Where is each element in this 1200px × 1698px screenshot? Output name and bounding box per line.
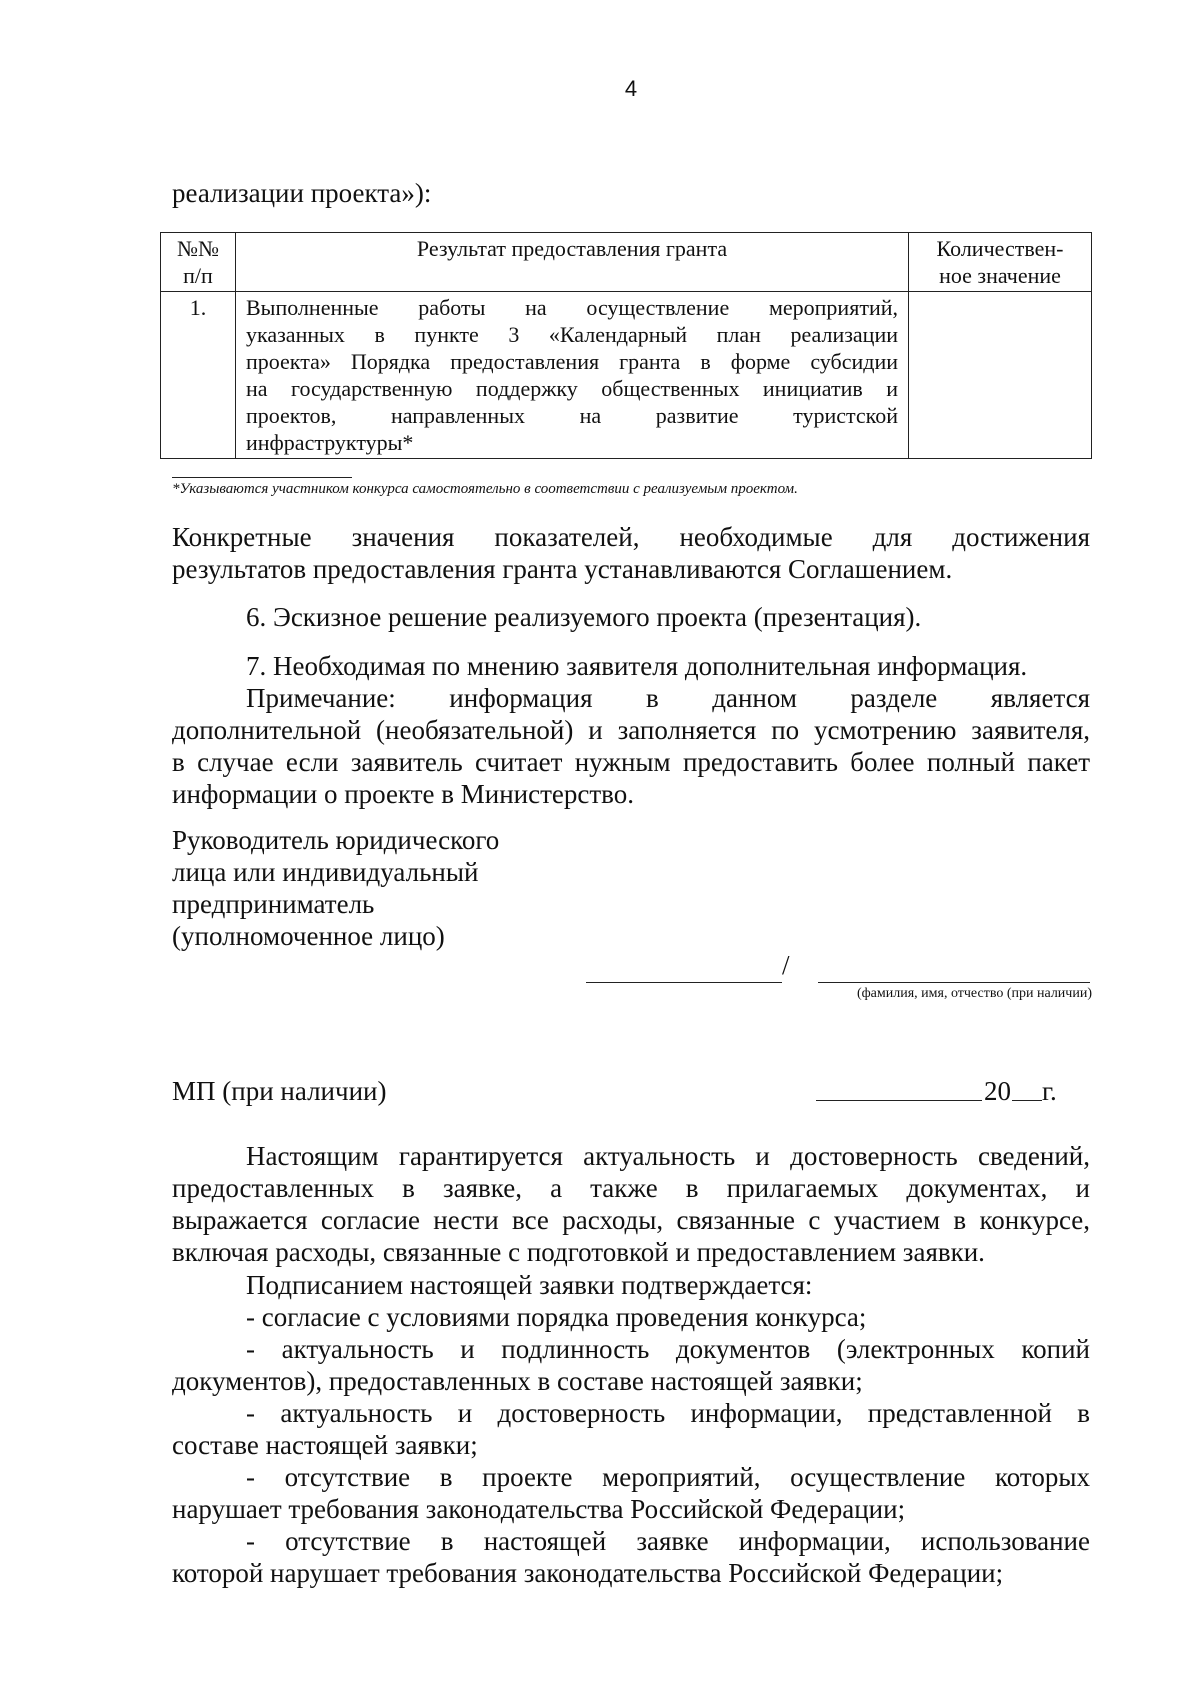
list-item: - отсутствие в настоящей заявке информации, использование — [246, 1526, 1090, 1556]
table-header-row — [161, 233, 1092, 292]
footnote: *Указываются участником конкурса самостоятельно в соответствии с реализуемым проектом. — [172, 481, 798, 497]
signatory-line: предприниматель — [172, 889, 375, 919]
list-item: - отсутствие в проекте мероприятий, осуществление которых — [246, 1462, 1090, 1492]
paragraph-line: предоставленных в заявке, а также в прилагаемых документах, и — [172, 1173, 1090, 1203]
grant-results-table — [160, 232, 1092, 459]
date-line — [816, 1100, 982, 1101]
note-paragraph — [172, 682, 1090, 810]
paragraph-line: в случае если заявитель считает нужным предоставить более полный пакет — [172, 747, 1090, 777]
list-item-continuation: документов), предоставленных в составе настоящей заявки; — [172, 1366, 863, 1396]
page-number: 4 — [624, 76, 638, 101]
item-6: 6. Эскизное решение реализуемого проекта (презентация). — [246, 602, 922, 632]
signatory-line: Руководитель юридического — [172, 825, 500, 855]
signatory-line: лица или индивидуальный — [172, 857, 479, 887]
header-num-line: №№ — [177, 236, 219, 261]
paragraph-line: выражается согласие нести все расходы, связанные с участием в конкурсе, — [172, 1205, 1090, 1235]
signing-intro: Подписанием настоящей заявки подтверждается: — [246, 1270, 813, 1300]
row-result-line: указанных в пункте 3 «Календарный план реализации — [246, 322, 898, 347]
date-year-line — [1012, 1100, 1042, 1101]
row-result — [236, 292, 909, 459]
row-result-line: на государственную поддержку общественных инициатив и — [246, 376, 898, 401]
list-item: - согласие с условиями порядка проведения конкурса; — [246, 1302, 867, 1332]
list-item-continuation: которой нарушает требования законодательства Российской Федерации; — [172, 1558, 1004, 1588]
header-result: Результат предоставления гранта — [236, 233, 909, 292]
header-num-line: п/п — [183, 263, 213, 288]
row-num: 1. — [161, 292, 236, 459]
stamp-label: МП (при наличии) — [172, 1076, 387, 1106]
footnote-separator — [172, 477, 352, 478]
indicators-paragraph — [172, 521, 1090, 585]
header-qty-line: Количествен- — [936, 236, 1064, 261]
confirmation-list — [172, 1301, 1090, 1589]
header-num — [161, 233, 236, 292]
name-line — [818, 982, 1090, 983]
row-qty — [909, 292, 1092, 459]
paragraph-line: включая расходы, связанные с подготовкой и предоставлением заявки. — [172, 1237, 985, 1267]
item-7: 7. Необходимая по мнению заявителя дополнительная информация. — [246, 651, 1028, 681]
list-item-continuation: нарушает требования законодательства Российской Федерации; — [172, 1494, 906, 1524]
guarantee-paragraph — [172, 1140, 1090, 1268]
paragraph-line: Настоящим гарантируется актуальность и достоверность сведений, — [246, 1141, 1090, 1171]
header-qty — [909, 233, 1092, 292]
header-qty-line: ное значение — [939, 263, 1061, 288]
signature-slash: / — [782, 950, 790, 980]
row-result-line: проекта» Порядка предоставления гранта в форме субсидии — [246, 349, 898, 374]
paragraph-line: результатов предоставления гранта устанавливаются Соглашением. — [172, 554, 953, 584]
date-year: 20 — [984, 1076, 1011, 1106]
signatory-title — [172, 824, 499, 952]
row-result-line: инфраструктуры* — [246, 430, 414, 455]
table-row — [161, 292, 1092, 459]
date-suffix: г. — [1042, 1076, 1057, 1106]
signature-line — [586, 982, 782, 983]
list-item-continuation: составе настоящей заявки; — [172, 1430, 478, 1460]
name-caption: (фамилия, имя, отчество (при наличии) — [856, 986, 1092, 1001]
row-result-line: проектов, направленных на развитие туристской — [246, 403, 898, 428]
paragraph-line: Примечание: информация в данном разделе является — [246, 683, 1090, 713]
row-result-line: Выполненные работы на осуществление мероприятий, — [246, 295, 898, 320]
list-item: - актуальность и достоверность информации, представленной в — [246, 1398, 1090, 1428]
list-item: - актуальность и подлинность документов (электронных копий — [246, 1334, 1090, 1364]
paragraph-line: дополнительной (необязательной) и заполняется по усмотрению заявителя, — [172, 715, 1090, 745]
paragraph-line: Конкретные значения показателей, необходимые для достижения — [172, 522, 1090, 552]
paragraph-line: информации о проекте в Министерство. — [172, 779, 634, 809]
intro-text: реализации проекта»): — [172, 178, 432, 208]
signatory-line: (уполномоченное лицо) — [172, 921, 445, 951]
